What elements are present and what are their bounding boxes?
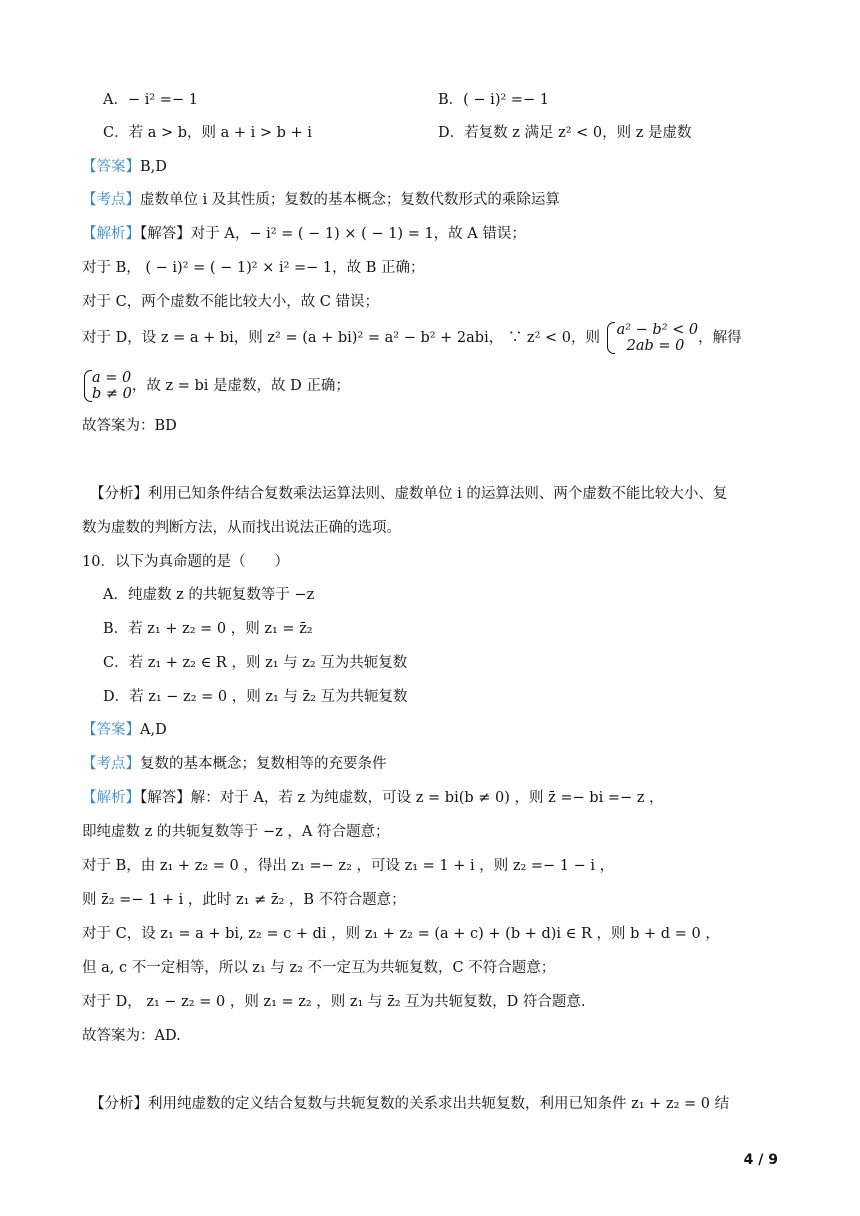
q9-analysis-line-2: 数为虚数的判断方法，从而找出说法正确的选项。: [82, 520, 401, 536]
solution-text: 对于 D，设 z = a + bi，则 z² = (a + bi)² = a² − b² + 2abi， ∵ z² < 0，则: [82, 330, 600, 346]
kp-tag: 【考点】: [82, 756, 140, 772]
solution-tag: 【解析】: [82, 790, 140, 806]
answer-tag: 【答案】: [82, 159, 140, 175]
solution-text: 【解答】对于 A，− i² = ( − 1) × ( − 1) = 1，故 A 错误；: [140, 226, 526, 242]
equation-system: [82, 370, 132, 402]
q9-analysis-line-1: 【分析】利用已知条件结合复数乘法运算法则、虚数单位 i 的运算法则、两个虚数不能比较大小、复: [90, 486, 728, 502]
equation-system: [605, 322, 699, 354]
answer-value: A,D: [140, 722, 167, 738]
q10-option-a: A．纯虚数 z 的共轭复数等于 −z: [103, 587, 315, 603]
q9-option-b: B．( − i)² =− 1: [438, 92, 550, 108]
equation-row: 2ab = 0: [626, 338, 685, 354]
q10-answer: [82, 720, 167, 740]
equation-row: a = 0: [92, 370, 132, 386]
q9-answer: [82, 157, 167, 177]
q10-solution-line-4: 则 z̄₂ =− 1 + i ，此时 z₁ ≠ z̄₂ ，B 不符合题意；: [82, 892, 406, 908]
q10-solution-line-5: 对于 C，设 z₁ = a + bi, z₂ = c + di ，则 z₁ + z₂ = (a + c) + (b + d)i ∈ R ，则 b + d = 0 ，: [82, 926, 720, 942]
q10-solution-line-3: 对于 B，由 z₁ + z₂ = 0 ，得出 z₁ =− z₂ ，可设 z₁ = 1 + i ，则 z₂ =− 1 − i ，: [82, 858, 615, 874]
solution-text: ，解得: [698, 330, 742, 346]
q10-analysis-line-1: 【分析】利用纯虚数的定义结合复数与共轭复数的关系求出共轭复数，利用已知条件 z₁ + z₂ = 0 结: [90, 1096, 730, 1112]
q10-knowledge-point: [82, 754, 387, 774]
solution-text: 【解答】解：对于 A，若 z 为纯虚数，可设 z = bi(b ≠ 0) ，则 z̄ =− bi =− z ，: [140, 790, 664, 806]
kp-text: 复数的基本概念；复数相等的充要条件: [140, 756, 387, 772]
q10-solution-line-2: 即纯虚数 z 的共轭复数等于 −z ，A 符合题意；: [82, 824, 390, 840]
equation-row: a² − b² < 0: [616, 322, 699, 338]
q9-solution-line-4: [82, 322, 742, 354]
q10-solution-line-7: 对于 D， z₁ − z₂ = 0 ，则 z₁ = z₂ ，则 z₁ 与 z̄₂ 互为共轭复数，D 符合题意.: [82, 994, 586, 1010]
q9-solution-line-2: 对于 B， ( − i)² = ( − 1)² × i² =− 1，故 B 正确；: [82, 260, 425, 276]
solution-text: ，故 z = bi 是虚数，故 D 正确；: [131, 378, 350, 394]
q10-option-b: B．若 z₁ + z₂ = 0 ，则 z₁ = z̄₂: [103, 621, 313, 637]
q9-knowledge-point: [82, 190, 560, 210]
q10-option-d: D．若 z₁ − z₂ = 0 ，则 z₁ 与 z̄₂ 互为共轭复数: [103, 689, 408, 705]
equation-row: b ≠ 0: [92, 386, 132, 402]
q9-option-c: C．若 a > b，则 a + i > b + i: [103, 125, 312, 141]
q9-option-d: D．若复数 z 满足 z² < 0，则 z 是虚数: [438, 125, 692, 141]
solution-tag: 【解析】: [82, 226, 140, 242]
page-number: 4 / 9: [743, 1152, 778, 1168]
q10-solution-line-1: [82, 788, 663, 808]
q9-solution-line-1: [82, 224, 526, 244]
answer-tag: 【答案】: [82, 722, 140, 738]
answer-value: B,D: [140, 159, 167, 175]
kp-tag: 【考点】: [82, 192, 140, 208]
q9-solution-line-3: 对于 C，两个虚数不能比较大小，故 C 错误；: [82, 294, 380, 310]
q9-solution-line-6: 故答案为：BD: [82, 418, 177, 434]
q9-option-a: A．− i² =− 1: [103, 92, 198, 108]
q10-solution-line-8: 故答案为：AD.: [82, 1028, 181, 1044]
q10-option-c: C．若 z₁ + z₂ ∈ R ，则 z₁ 与 z₂ 互为共轭复数: [103, 655, 408, 671]
kp-text: 虚数单位 i 及其性质；复数的基本概念；复数代数形式的乘除运算: [140, 192, 560, 208]
q10-stem: 10．以下为真命题的是（ ）: [82, 554, 289, 570]
q10-solution-line-6: 但 a, c 不一定相等，所以 z₁ 与 z₂ 不一定互为共轭复数，C 不符合题意；: [82, 960, 556, 976]
q9-solution-line-5: [82, 370, 350, 402]
